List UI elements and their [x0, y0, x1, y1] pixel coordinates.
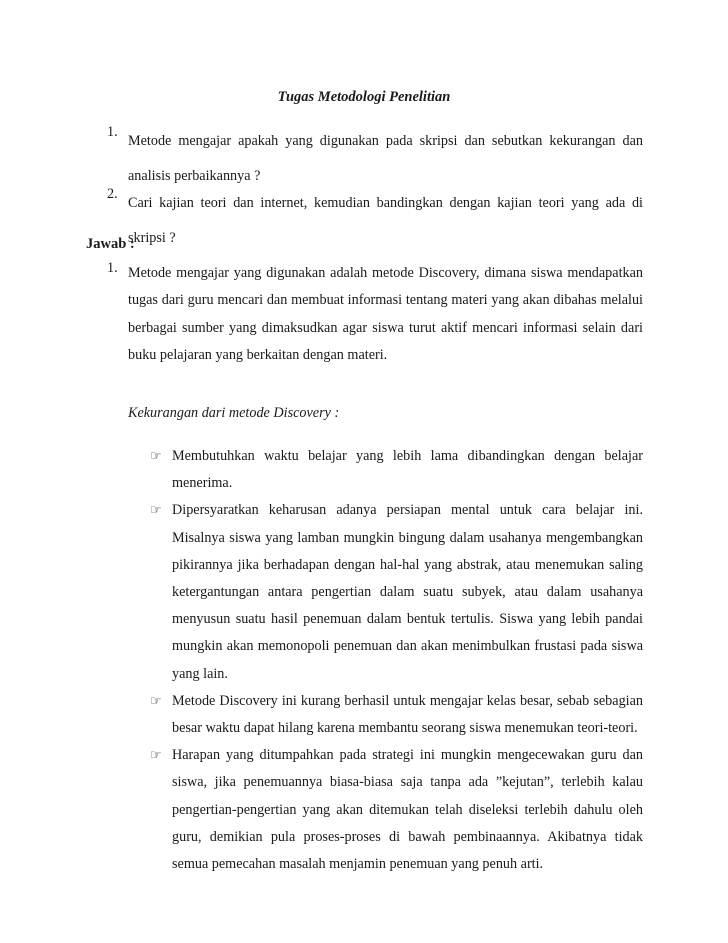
pointing-hand-icon: ☞ — [150, 503, 162, 519]
question-number: 1. — [107, 124, 118, 140]
answer-heading: Jawab : — [86, 236, 135, 252]
question-item — [107, 186, 643, 256]
document-title: Tugas Metodologi Penelitian — [277, 89, 451, 105]
question-item — [107, 124, 643, 194]
bullet-text: Dipersyaratkan keharusan adanya persiapan mental untuk cara belajar ini. Misalnya siswa yang lamban mungkin bingung dalam usahanya mengembangkan pikirannya jika berhadapan dengan hal-hal yang abstrak, atau menemukan saling ketergantungan antara pengertian dalam suatu subyek, atau dalam usahanya menyusun suatu hasil penemuan dalam bentuk tertulis. Siswa yang lebih pandai mungkin akan memonopoli penemuan dan akan menimbulkan frustasi pada siswa yang lain. — [172, 502, 643, 682]
answer-item — [107, 260, 643, 369]
bullet-text: Membutuhkan waktu belajar yang lebih lama dibandingkan dengan belajar menerima. — [172, 448, 643, 492]
answer-text: Metode mengajar yang digunakan adalah metode Discovery, dimana siswa mendapatkan tugas dari guru mencari dan membuat informasi tentang materi yang akan dibahas melalui berbagai sumber yang dimaksudkan agar siswa turut aktif mencari informasi selain dari buku pelajaran yang berkaitan dengan materi. — [128, 265, 643, 363]
bullet-item — [150, 742, 643, 878]
question-text: Metode mengajar apakah yang digunakan pada skripsi dan sebutkan kekurangan dan analisis perbaikannya ? — [128, 133, 643, 184]
bullet-text: Metode Discovery ini kurang berhasil untuk mengajar kelas besar, sebab sebagian besar waktu dapat hilang karena membantu seorang siswa menemukan teori-teori. — [172, 692, 643, 737]
pointing-hand-icon: ☞ — [150, 449, 162, 464]
bullet-text: Harapan yang ditumpahkan pada strategi ini mungkin mengecewakan guru dan siswa, jika penemuannya biasa-biasa saja tanpa ada ”kejutan”, terlebih kalau pengertian-pengertian yang akan ditemukan telah diseleksi terlebih dahulu oleh guru, demikian pula proses-proses di bawah pembinaannya. Akibatnya tidak semua pemecahan masalah menjamin penemuan yang penuh arti. — [172, 747, 643, 873]
pointing-hand-icon: ☞ — [150, 693, 162, 709]
bullet-item — [150, 688, 643, 742]
question-text: Cari kajian teori dan internet, kemudian bandingkan dengan kajian teori yang ada di skripsi ? — [128, 195, 643, 246]
answer-list — [107, 260, 643, 369]
answer-number: 1. — [107, 260, 118, 276]
weakness-subheading: Kekurangan dari metode Discovery : — [128, 405, 340, 421]
pointing-hand-icon: ☞ — [150, 748, 162, 764]
weakness-bullet-list — [150, 443, 643, 878]
question-number: 2. — [107, 186, 118, 202]
bullet-item — [150, 497, 643, 687]
bullet-item — [150, 443, 643, 497]
question-list — [107, 124, 643, 256]
